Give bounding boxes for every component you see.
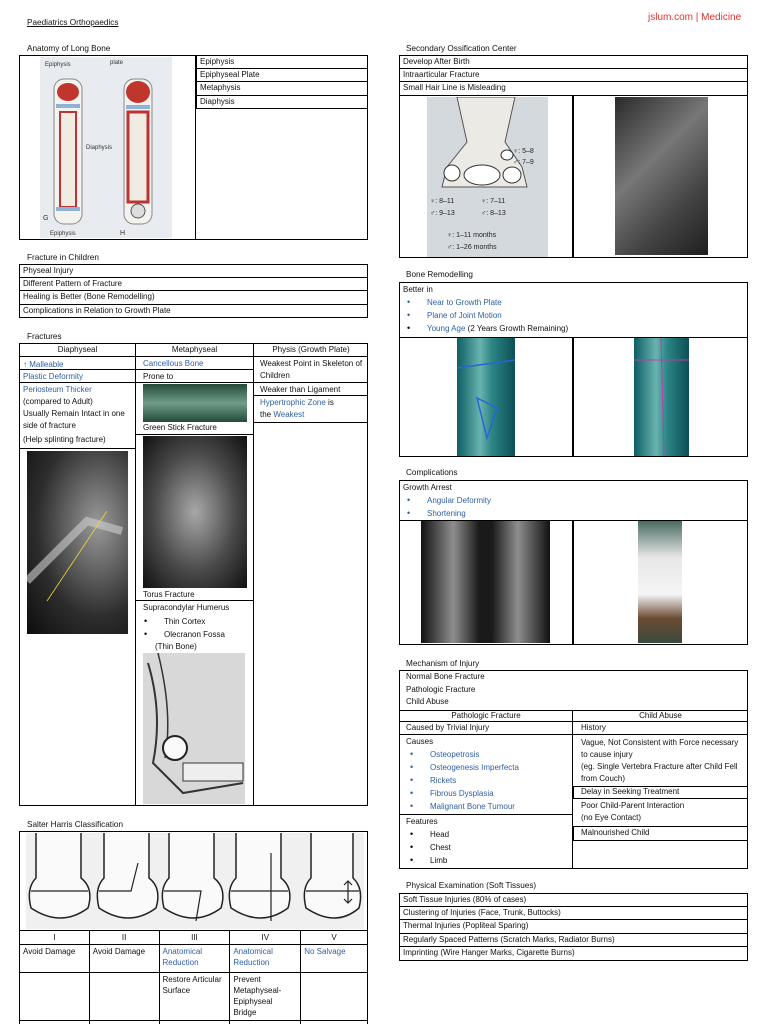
- anatomy-item: Epiphyseal Plate: [196, 69, 368, 83]
- young-age-label: Young Age: [427, 324, 466, 333]
- physical-item: Regularly Spaced Patterns (Scratch Marks, Radiator Burns): [399, 934, 748, 948]
- physis-weakest-point: Weakest Point in Skeleton of Children: [260, 359, 363, 380]
- mechanism-item: Child Abuse: [406, 697, 449, 706]
- plastic-deformity-xray: [27, 451, 128, 634]
- mechanism-heading: Mechanism of Injury: [406, 659, 480, 668]
- abuse-poor: Poor Child-Parent Interaction: [581, 801, 685, 810]
- ossification-label: ♂: 1–26 months: [447, 244, 497, 251]
- growth-arrest: Growth Arrest: [403, 483, 452, 492]
- salter-cell: Prevent Metaphyseal-Epiphyseal Bridge: [230, 973, 301, 1024]
- physis-divider-2: [254, 422, 368, 423]
- diaphyseal-usually: Usually Remain Intact in one side of fracture: [23, 409, 125, 430]
- physis-hypertrophic: [260, 397, 366, 409]
- mechanism-list: [406, 671, 485, 709]
- site-link[interactable]: jslum.com | Medicine: [648, 12, 742, 23]
- fig-label-h: H: [120, 230, 126, 237]
- salter-cell: Avoid Damage: [20, 945, 90, 973]
- ossification-diagram: [427, 97, 548, 257]
- green-stick-label: Green Stick Fracture: [143, 423, 217, 432]
- physical-item: Clustering of Injuries (Face, Trunk, Buttocks): [399, 907, 748, 921]
- salter-row-2: [20, 973, 368, 1024]
- remodelling-better-in: Better in: [403, 285, 433, 294]
- anatomy-item: Epiphysis: [196, 55, 368, 69]
- salter-cell: No Salvage: [301, 945, 368, 973]
- remodelling-xray-2: [634, 338, 689, 456]
- secondary-heading: Secondary Ossification Center: [406, 44, 517, 53]
- salter-cell: Anatomical Reduction: [159, 945, 230, 973]
- complications-box: [399, 480, 748, 521]
- salter-numeral: IV: [230, 931, 301, 945]
- ossification-label: ♀: 1–11 months: [447, 232, 497, 239]
- causes-label: Causes: [406, 737, 434, 746]
- diaphyseal-periosteum: Periosteum Thicker: [23, 385, 92, 394]
- physis-weakest: Weakest: [273, 410, 305, 419]
- fracture-children-item: Physeal Injury: [19, 264, 368, 278]
- feature-item: • Chest: [406, 841, 571, 854]
- diaphyseal-compared: (compared to Adult): [23, 397, 93, 406]
- fractures-heading: Fractures: [27, 332, 62, 341]
- abuse-vague: Vague, Not Consistent with Force necessary to cause injury: [581, 738, 739, 759]
- salter-row-1: [20, 945, 368, 973]
- fracture-children-heading: Fracture in Children: [27, 253, 99, 262]
- supra-item: • Thin Cortex: [140, 615, 252, 628]
- fig-label-g: G: [43, 215, 49, 222]
- salter-numeral: III: [159, 931, 230, 945]
- abuse-delay: Delay in Seeking Treatment: [581, 787, 680, 796]
- complication-item: • Angular Deformity: [403, 494, 744, 507]
- col-diaphyseal-header: Diaphyseal: [57, 345, 98, 354]
- mechanism-item: Normal Bone Fracture: [406, 672, 485, 681]
- complication-item: • Shortening: [403, 507, 744, 520]
- anatomy-item: Diaphysis: [196, 96, 368, 110]
- remodelling-xray-1: [457, 338, 515, 456]
- salter-cell: Anatomical Reduction: [230, 945, 301, 973]
- col-physis-header: Physis (Growth Plate): [272, 345, 350, 354]
- physis-weaker-ligament: Weaker than Ligament: [260, 385, 341, 394]
- cause-item: • Rickets: [406, 774, 571, 787]
- secondary-item: Small Hair Line is Misleading: [399, 82, 748, 96]
- abuse-no-eye: (no Eye Contact): [581, 813, 642, 822]
- col-metaphyseal-header: Metaphyseal: [171, 345, 218, 354]
- salter-harris-diagram: [26, 833, 364, 929]
- diaphyseal-divider-2: [19, 448, 136, 449]
- elbow-xray: [615, 97, 708, 255]
- salter-heading: Salter Harris Classification: [27, 820, 124, 829]
- salter-numeral: I: [20, 931, 90, 945]
- features-block: [406, 816, 571, 867]
- salter-cell: [89, 973, 159, 1024]
- fig-label-epiphysis-top: Epiphysis: [45, 62, 71, 68]
- physis-the-weakest: [260, 409, 304, 421]
- ossification-label: ♂: 9–13: [430, 210, 455, 217]
- fracture-children-item: Healing is Better (Bone Remodelling): [19, 291, 368, 305]
- remodelling-box: [399, 282, 748, 338]
- fig-label-plate: plate: [110, 60, 124, 66]
- physical-item: Soft Tissue Injuries (80% of cases): [399, 893, 748, 907]
- complications-heading: Complications: [406, 468, 458, 477]
- col-abuse-header: Child Abuse: [639, 711, 682, 720]
- causes-cell: [406, 736, 571, 813]
- diaphyseal-plastic: Plastic Deformity: [23, 372, 84, 381]
- child-photo: [638, 521, 682, 643]
- remodelling-young-age: [403, 322, 744, 335]
- fig-label-epiphysis-bottom: Epiphysis: [50, 231, 76, 237]
- salter-numeral: V: [301, 931, 368, 945]
- remodelling-item: • Plane of Joint Motion: [403, 309, 744, 322]
- physical-item: Imprinting (Wire Hanger Marks, Cigarette Burns): [399, 947, 748, 961]
- physical-heading: Physical Examination (Soft Tissues): [406, 881, 537, 890]
- supra-item: • Olecranon Fossa: [140, 628, 252, 641]
- abuse-eg: (eg. Single Vertebra Fracture after Child Fell from Couch): [581, 762, 738, 783]
- salter-cell: Restore Articular Surface: [159, 973, 230, 1024]
- cause-item: • Osteopetrosis: [406, 748, 571, 761]
- metaphyseal-divider-2: [135, 434, 254, 435]
- ossification-label: ♀: 8–11: [430, 198, 455, 205]
- torus-label: Torus Fracture: [143, 590, 195, 599]
- ossification-label: ♂: 8–13: [481, 210, 506, 217]
- physical-item: Thermal Injuries (Popliteal Sparing): [399, 920, 748, 934]
- mechanism-item: Pathologic Fracture: [406, 684, 476, 694]
- green-stick-xray: [143, 384, 247, 422]
- anatomy-item: Metaphysis: [196, 82, 368, 96]
- features-label: Features: [406, 817, 438, 826]
- metaphyseal-cancellous: Cancellous Bone: [143, 359, 204, 368]
- fig-label-diaphysis: Diaphysis: [86, 145, 113, 151]
- remodelling-item: • Near to Growth Plate: [403, 296, 744, 309]
- feature-item: • Head: [406, 828, 571, 841]
- long-bone-diagram: [40, 57, 172, 238]
- secondary-item: Intraarticular Fracture: [399, 69, 748, 83]
- supracondylar-label: Supracondylar Humerus: [143, 603, 230, 612]
- diaphyseal-help: (Help splinting fracture): [23, 435, 106, 444]
- col-pathologic-header: Pathologic Fracture: [451, 711, 521, 720]
- fracture-children-item: Different Pattern of Fracture: [19, 278, 368, 292]
- knees-xray: [421, 521, 550, 643]
- feature-item: • Limb: [406, 854, 571, 867]
- metaphyseal-prone: Prone to: [143, 372, 174, 381]
- fracture-children-item: Complications in Relation to Growth Plate: [19, 305, 368, 319]
- salter-numeral: II: [89, 931, 159, 945]
- cause-item: • Malignant Bone Tumour: [406, 800, 571, 813]
- ossification-label: ♀: 5–8: [513, 148, 534, 155]
- ossification-label: ♂: 7–9: [513, 159, 534, 166]
- anatomy-heading: Anatomy of Long Bone: [27, 44, 111, 53]
- hypertrophic-zone: Hypertrophic Zone: [260, 398, 326, 407]
- remodelling-heading: Bone Remodelling: [406, 270, 473, 279]
- abuse-malnourished: Malnourished Child: [581, 828, 650, 837]
- physis-the: the: [260, 410, 272, 419]
- cause-item: • Osteogenesis Imperfecta: [406, 761, 571, 774]
- young-age-note: (2 Years Growth Remaining): [467, 324, 569, 333]
- metaphyseal-divider-3: [135, 600, 254, 601]
- salter-numeral-row: [20, 931, 368, 945]
- cause-item: • Fibrous Dysplasia: [406, 787, 571, 800]
- torus-xray: [143, 436, 247, 588]
- salter-cell: [20, 973, 90, 1024]
- salter-cell: [301, 973, 368, 1024]
- page-title: Paediatrics Orthopaedics: [27, 18, 119, 27]
- abuse-history: History: [581, 723, 606, 732]
- ossification-label: ♀: 7–11: [481, 198, 506, 205]
- physis-is: is: [328, 398, 334, 407]
- supracondylar-diagram: [143, 653, 245, 804]
- trivial-injury: Caused by Trivial Injury: [406, 723, 490, 732]
- salter-cell: Avoid Damage: [89, 945, 159, 973]
- supra-thin-bone: (Thin Bone): [155, 642, 197, 651]
- diaphyseal-malleable: ↑ Malleable: [23, 360, 64, 369]
- secondary-item: Develop After Birth: [399, 55, 748, 69]
- salter-table: [19, 930, 368, 1024]
